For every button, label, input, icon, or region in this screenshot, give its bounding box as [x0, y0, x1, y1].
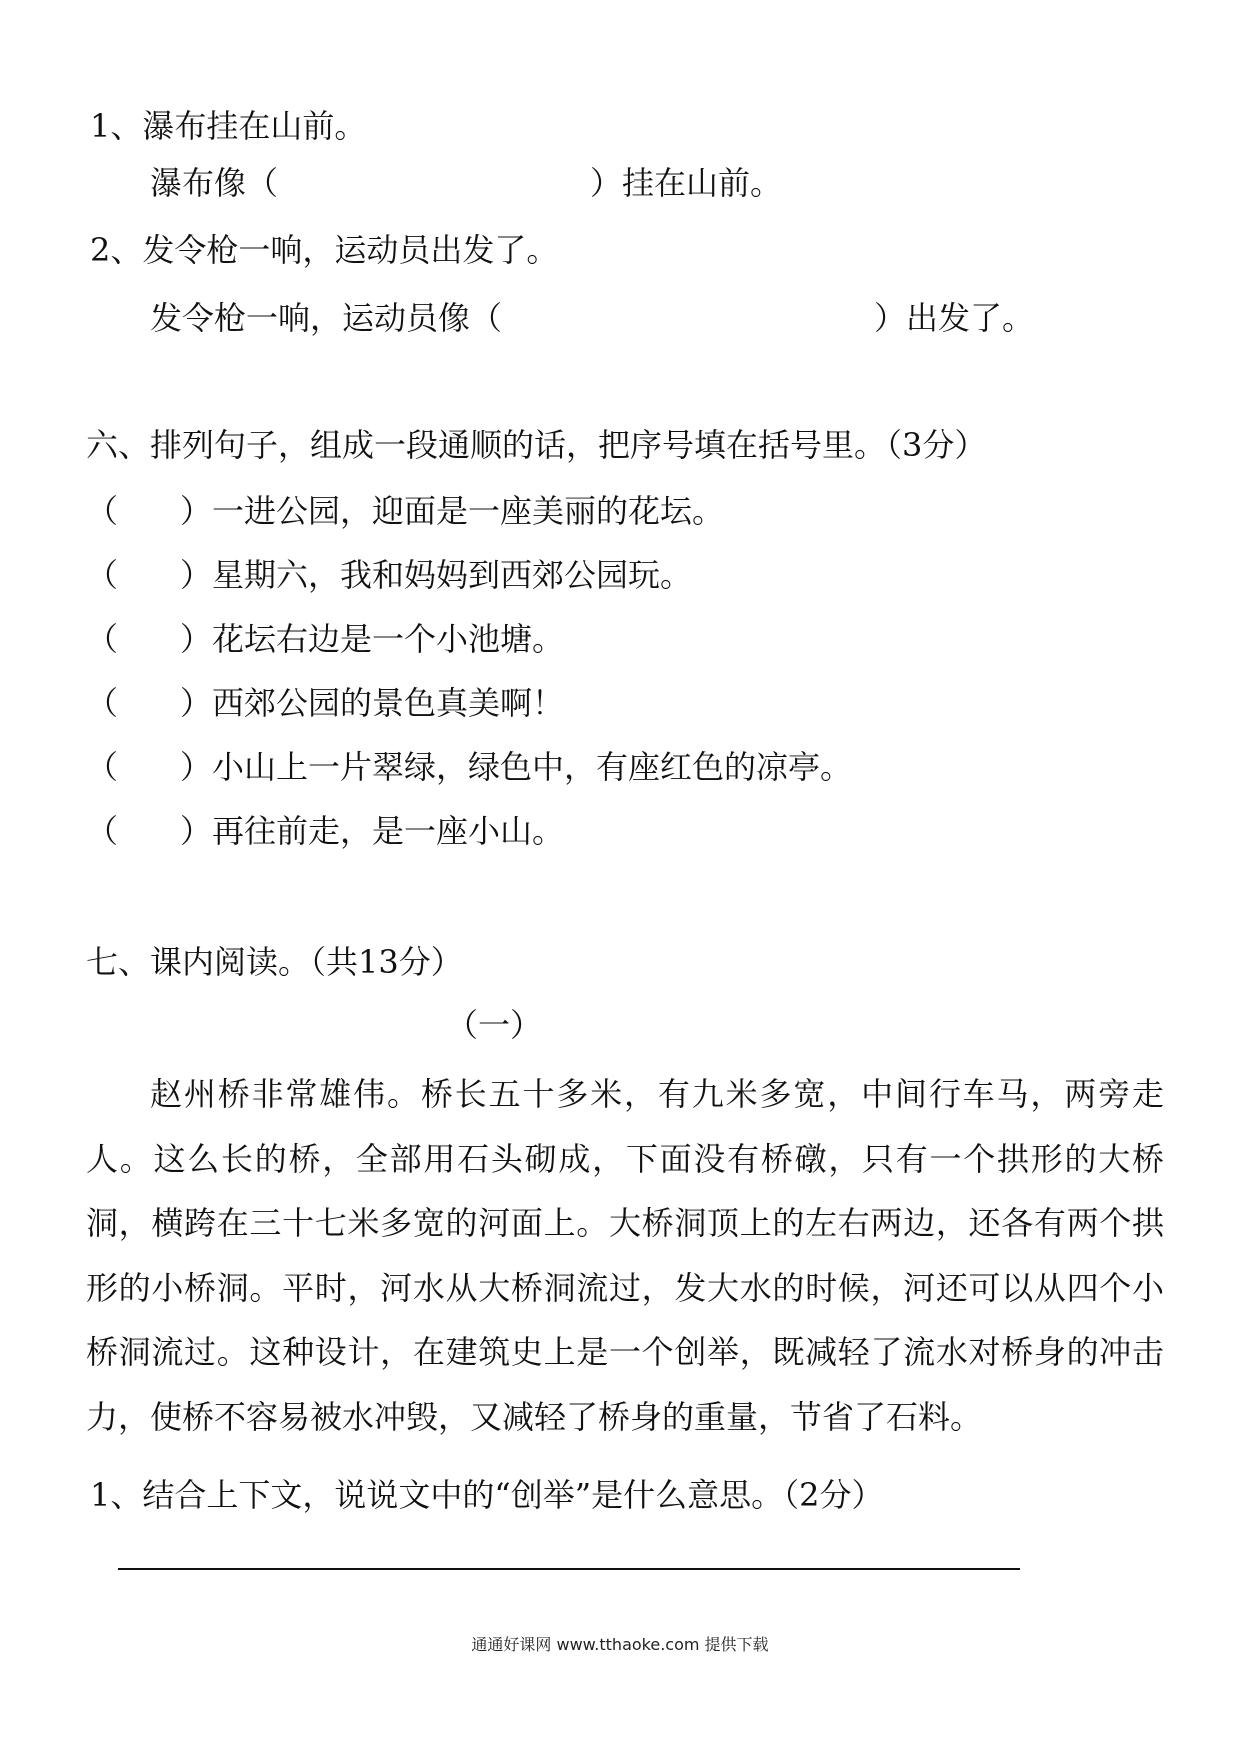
order-item-text: 花坛右边是一个小池塘。: [212, 620, 565, 658]
q5-2-rewrite-before: 发令枪一响，运动员像（: [150, 299, 503, 337]
paren-open: （: [86, 492, 119, 530]
paren-close: ）: [180, 556, 213, 594]
paren-close: ）: [180, 684, 213, 722]
answer-line[interactable]: [118, 1568, 1020, 1570]
order-item-text: 小山上一片翠绿，绿色中，有座红色的凉亭。: [212, 748, 853, 786]
paren-close: ）: [180, 812, 213, 850]
paren-close: ）: [180, 748, 213, 786]
q5-2-rewrite-after: ）出发了。: [874, 299, 1035, 337]
q7-1-question: 1、结合上下文，说说文中的“创举”是什么意思。（2分）: [90, 1476, 884, 1514]
q5-1-rewrite-after: ）挂在山前。: [590, 164, 783, 202]
q5-2-rewrite: [150, 298, 1034, 338]
paren-open: （: [86, 620, 119, 658]
section7-title: 七、课内阅读。（共13分）: [86, 943, 463, 981]
order-item: [86, 555, 692, 595]
footer-credit: 通通好课网 www.tthaoke.com 提供下载: [471, 1635, 769, 1654]
q5-1-rewrite: [150, 163, 782, 203]
order-item-text: 再往前走，是一座小山。: [212, 812, 565, 850]
q5-1-original: 1、瀑布挂在山前。: [90, 107, 367, 145]
q5-2-original: 2、发令枪一响，运动员出发了。: [90, 231, 559, 269]
order-item-text: 星期六，我和妈妈到西郊公园玩。: [212, 556, 693, 594]
paren-open: （: [86, 812, 119, 850]
reading-passage: 赵州桥非常雄伟。桥长五十多米，有九米多宽，中间行车马，两旁走人。这么长的桥，全部用石头砌成，下面没有桥礅，只有一个拱形的大桥洞，横跨在三十七米多宽的河面上。大桥洞顶上的左右两边，还各有两个拱形的小桥洞。平时，河水从大桥洞流过，发大水的时候，河还可以从四个小桥洞流过。这种设计，在建筑史上是一个创举，既减轻了流水对桥身的冲击力，使桥不容易被水冲毁，又减轻了桥身的重量，节省了石料。: [86, 1075, 1164, 1436]
order-item-text: 一进公园，迎面是一座美丽的花坛。: [212, 492, 725, 530]
q5-1-rewrite-before: 瀑布像（: [150, 164, 279, 202]
paren-open: （: [86, 684, 119, 722]
order-item: [86, 811, 564, 851]
paren-open: （: [86, 748, 119, 786]
paren-close: ）: [180, 620, 213, 658]
order-item: [86, 491, 724, 531]
order-item: [86, 683, 564, 723]
order-item: [86, 619, 564, 659]
order-item-text: 西郊公园的景色真美啊！: [212, 684, 565, 722]
section6-title: 六、排列句子，组成一段通顺的话，把序号填在括号里。（3分）: [86, 426, 987, 464]
order-item: [86, 747, 852, 787]
paren-open: （: [86, 556, 119, 594]
paren-close: ）: [180, 492, 213, 530]
passage-subtitle: （一）: [446, 1006, 543, 1044]
